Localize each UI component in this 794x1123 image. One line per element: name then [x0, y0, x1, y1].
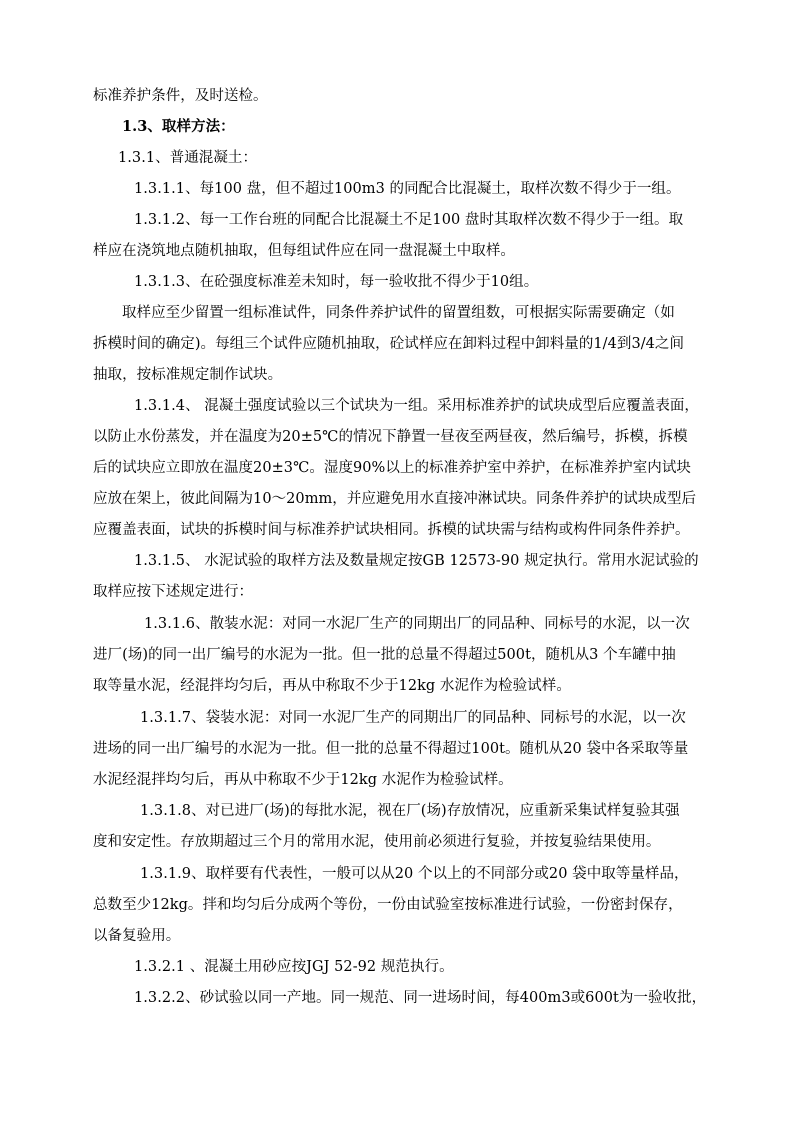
text-line-9: 拆模时间的确定)。每组三个试件应随机抽取，砼试样应在卸料过程中卸料量的1/4到3/4之间 — [93, 336, 685, 352]
subsection-heading-1-3-1: 1.3.1、普通混凝土： — [118, 150, 257, 166]
text-line-18: 1.3.1.6、散装水泥：对同一水泥厂生产的同期出厂的同品种、同标号的水泥，以一次 — [144, 616, 690, 632]
text-line-7: 1.3.1.3、在砼强度标准差未知时，每一验收批不得少于10组。 — [134, 274, 539, 290]
text-line-6: 样应在浇筑地点随机抽取，但每组试件应在同一盘混凝土中取样。 — [93, 243, 515, 259]
text-line-5: 1.3.1.2、每一工作台班的同配合比混凝土不足100 盘时其取样次数不得少于一组。取 — [134, 212, 684, 228]
section-heading-1-3: 1.3、取样方法： — [122, 118, 235, 135]
text-line-22: 进场的同一出厂编号的水泥为一批。但一批的总量不得超过100t。随机从20 袋中各采取等量 — [93, 741, 689, 757]
text-line-12: 以防止水份蒸发，并在温度为20±5℃的情况下静置一昼夜至两昼夜，然后编号，拆模，拆模 — [93, 429, 688, 445]
text-line-19: 进厂(场)的同一出厂编号的水泥为一批。但一批的总量不得超过500t，随机从3 个车罐中抽 — [93, 647, 676, 663]
text-line-11: 1.3.1.4、 混凝土强度试验以三个试块为一组。采用标准养护的试块成型后应覆盖表面， — [134, 398, 699, 414]
text-line-4: 1.3.1.1、每100 盘，但不超过100m3 的同配合比混凝土，取样次数不得少于一组。 — [134, 181, 681, 197]
text-line-25: 度和安定性。存放期超过三个月的常用水泥，使用前必须进行复验，并按复验结果使用。 — [93, 834, 661, 850]
text-line-1: 标准养护条件，及时送检。 — [93, 88, 268, 104]
text-line-24: 1.3.1.8、对已进厂(场)的每批水泥，视在厂(场)存放情况，应重新采集试样复验其强 — [140, 803, 680, 819]
text-line-28: 以备复验用。 — [93, 928, 181, 944]
text-line-15: 应覆盖表面，试块的拆模时间与标准养护试块相同。拆模的试块需与结构或构件同条件养护。 — [93, 522, 690, 538]
text-line-16: 1.3.1.5、 水泥试验的取样方法及数量规定按GB 12573-90 规定执行。常用水泥试验的 — [134, 553, 699, 569]
text-line-21: 1.3.1.7、袋装水泥：对同一水泥厂生产的同期出厂的同品种、同标号的水泥，以一次 — [140, 710, 686, 726]
text-line-8: 取样应至少留置一组标准试件，同条件养护试件的留置组数，可根据实际需要确定（如 — [122, 305, 675, 321]
text-line-20: 取等量水泥，经混拌均匀后，再从中称取不少于12kg 水泥作为检验试样。 — [93, 678, 571, 694]
text-line-13: 后的试块应立即放在温度20±3℃。湿度90%以上的标准养护室中养护，在标准养护室内试块 — [93, 460, 691, 476]
text-line-10: 抽取，按标准规定制作试块。 — [93, 367, 283, 383]
text-line-30: 1.3.2.2、砂试验以同一产地。同一规范、同一进场时间，每400m3或600t为一验收批， — [134, 990, 707, 1006]
text-line-29: 1.3.2.1 、混凝土用砂应按JGJ 52-92 规范执行。 — [134, 959, 454, 975]
text-line-23: 水泥经混拌均匀后，再从中称取不少于12kg 水泥作为检验试样。 — [93, 772, 513, 788]
text-line-27: 总数至少12kg。拌和均匀后分成两个等份，一份由试验室按标准进行试验，一份密封保存， — [93, 897, 683, 913]
text-line-17: 取样应按下述规定进行： — [93, 584, 254, 600]
text-line-14: 应放在架上，彼此间隔为10～20mm，并应避免用水直接冲淋试块。同条件养护的试块成型后 — [93, 491, 697, 507]
text-line-26: 1.3.1.9、取样要有代表性，一般可以从20 个以上的不同部分或20 袋中取等量样品， — [140, 866, 689, 882]
